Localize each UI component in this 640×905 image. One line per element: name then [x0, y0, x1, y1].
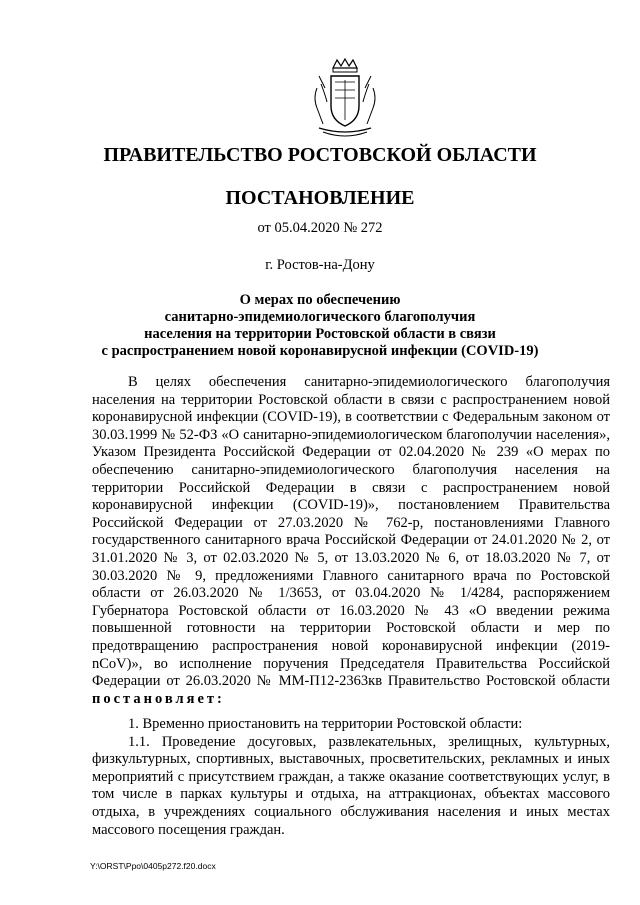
decree-word: постановляет: — [92, 690, 225, 707]
list-item: 1.1. Проведение досуговых, развлекательных, зрелищных, культурных, физкультурных, спортивных, выставочных, просветительских, рекламных и иных мероприятий с присутствием граждан, а также оказание соответствующих услуг, в том числе в парках культуры и отдыха, на аттракционах, объектах массового отдыха, в учреждениях социального обслуживания населения и иных местах массового посещения граждан. — [92, 733, 610, 838]
preamble-text: В целях обеспечения санитарно-эпидемиологического благополучия населения на территории Ростовской области в связи с распространением новой коронавирусной инфекции (COVID-19), в соответствии с Федеральным законом от 30.03.1999 № 52-ФЗ «О санитарно-эпидемиологическом благополучии населения», Указом Президента Российской Федерации от 02.04.2020 № 239 «О мерах по обеспечению санитарно-эпидемиологического благополучия населения на территории Российской Федерации в связи с распространением новой коронавирусной инфекции (COVID-19)», постановлением Правительства Российской Федерации от 27.03.2020 № 762-р, постановлениями Главного государственного санитарного врача Российской Федерации от 24.01.2020 № 2, от 31.01.2020 № 3, от 02.03.2020 № 5, от 13.03.2020 № 6, от 18.03.2020 № 7, от 30.03.2020 № 9, предложениями Главного санитарного врача по Ростовской области от 26.03.2020 № 1/3653, от 03.04.2020 № 1/4284, распоряжением Губернатора Ростовской области от 16.03.2020 № 43 «О введении режима повышенной готовности на территории Ростовской области и мер по предотвращению распространения новой коронавирусной инфекции (2019-nCoV)», во исполнение поручения Председателя Правительства Российской Федерации от 26.03.2020 № ММ-П12-2363кв Правительство Ростовской области — [92, 374, 610, 690]
preamble-paragraph — [92, 374, 610, 708]
document-type: ПОСТАНОВЛЕНИЕ — [225, 187, 415, 209]
document-date-number: от 05.04.2020 № 272 — [257, 220, 383, 236]
file-path-footer: Y:\ORST\Ppo\0405p272.f20.docx — [90, 861, 216, 871]
list-item: 1. Временно приостановить на территории Ростовской области: — [128, 716, 523, 732]
title-line: санитарно-эпидемиологического благополучия — [164, 309, 476, 325]
organization-title: ПРАВИТЕЛЬСТВО РОСТОВСКОЙ ОБЛАСТИ — [103, 144, 537, 166]
items-section — [92, 716, 610, 839]
coat-of-arms-icon — [309, 58, 381, 140]
title-line: населения на территории Ростовской области в связи — [144, 326, 496, 342]
document-city: г. Ростов-на-Дону — [265, 257, 375, 273]
document-title — [0, 292, 640, 360]
title-line: О мерах по обеспечению — [239, 292, 401, 308]
title-line: с распространением новой коронавирусной инфекции (COVID-19) — [101, 343, 539, 359]
